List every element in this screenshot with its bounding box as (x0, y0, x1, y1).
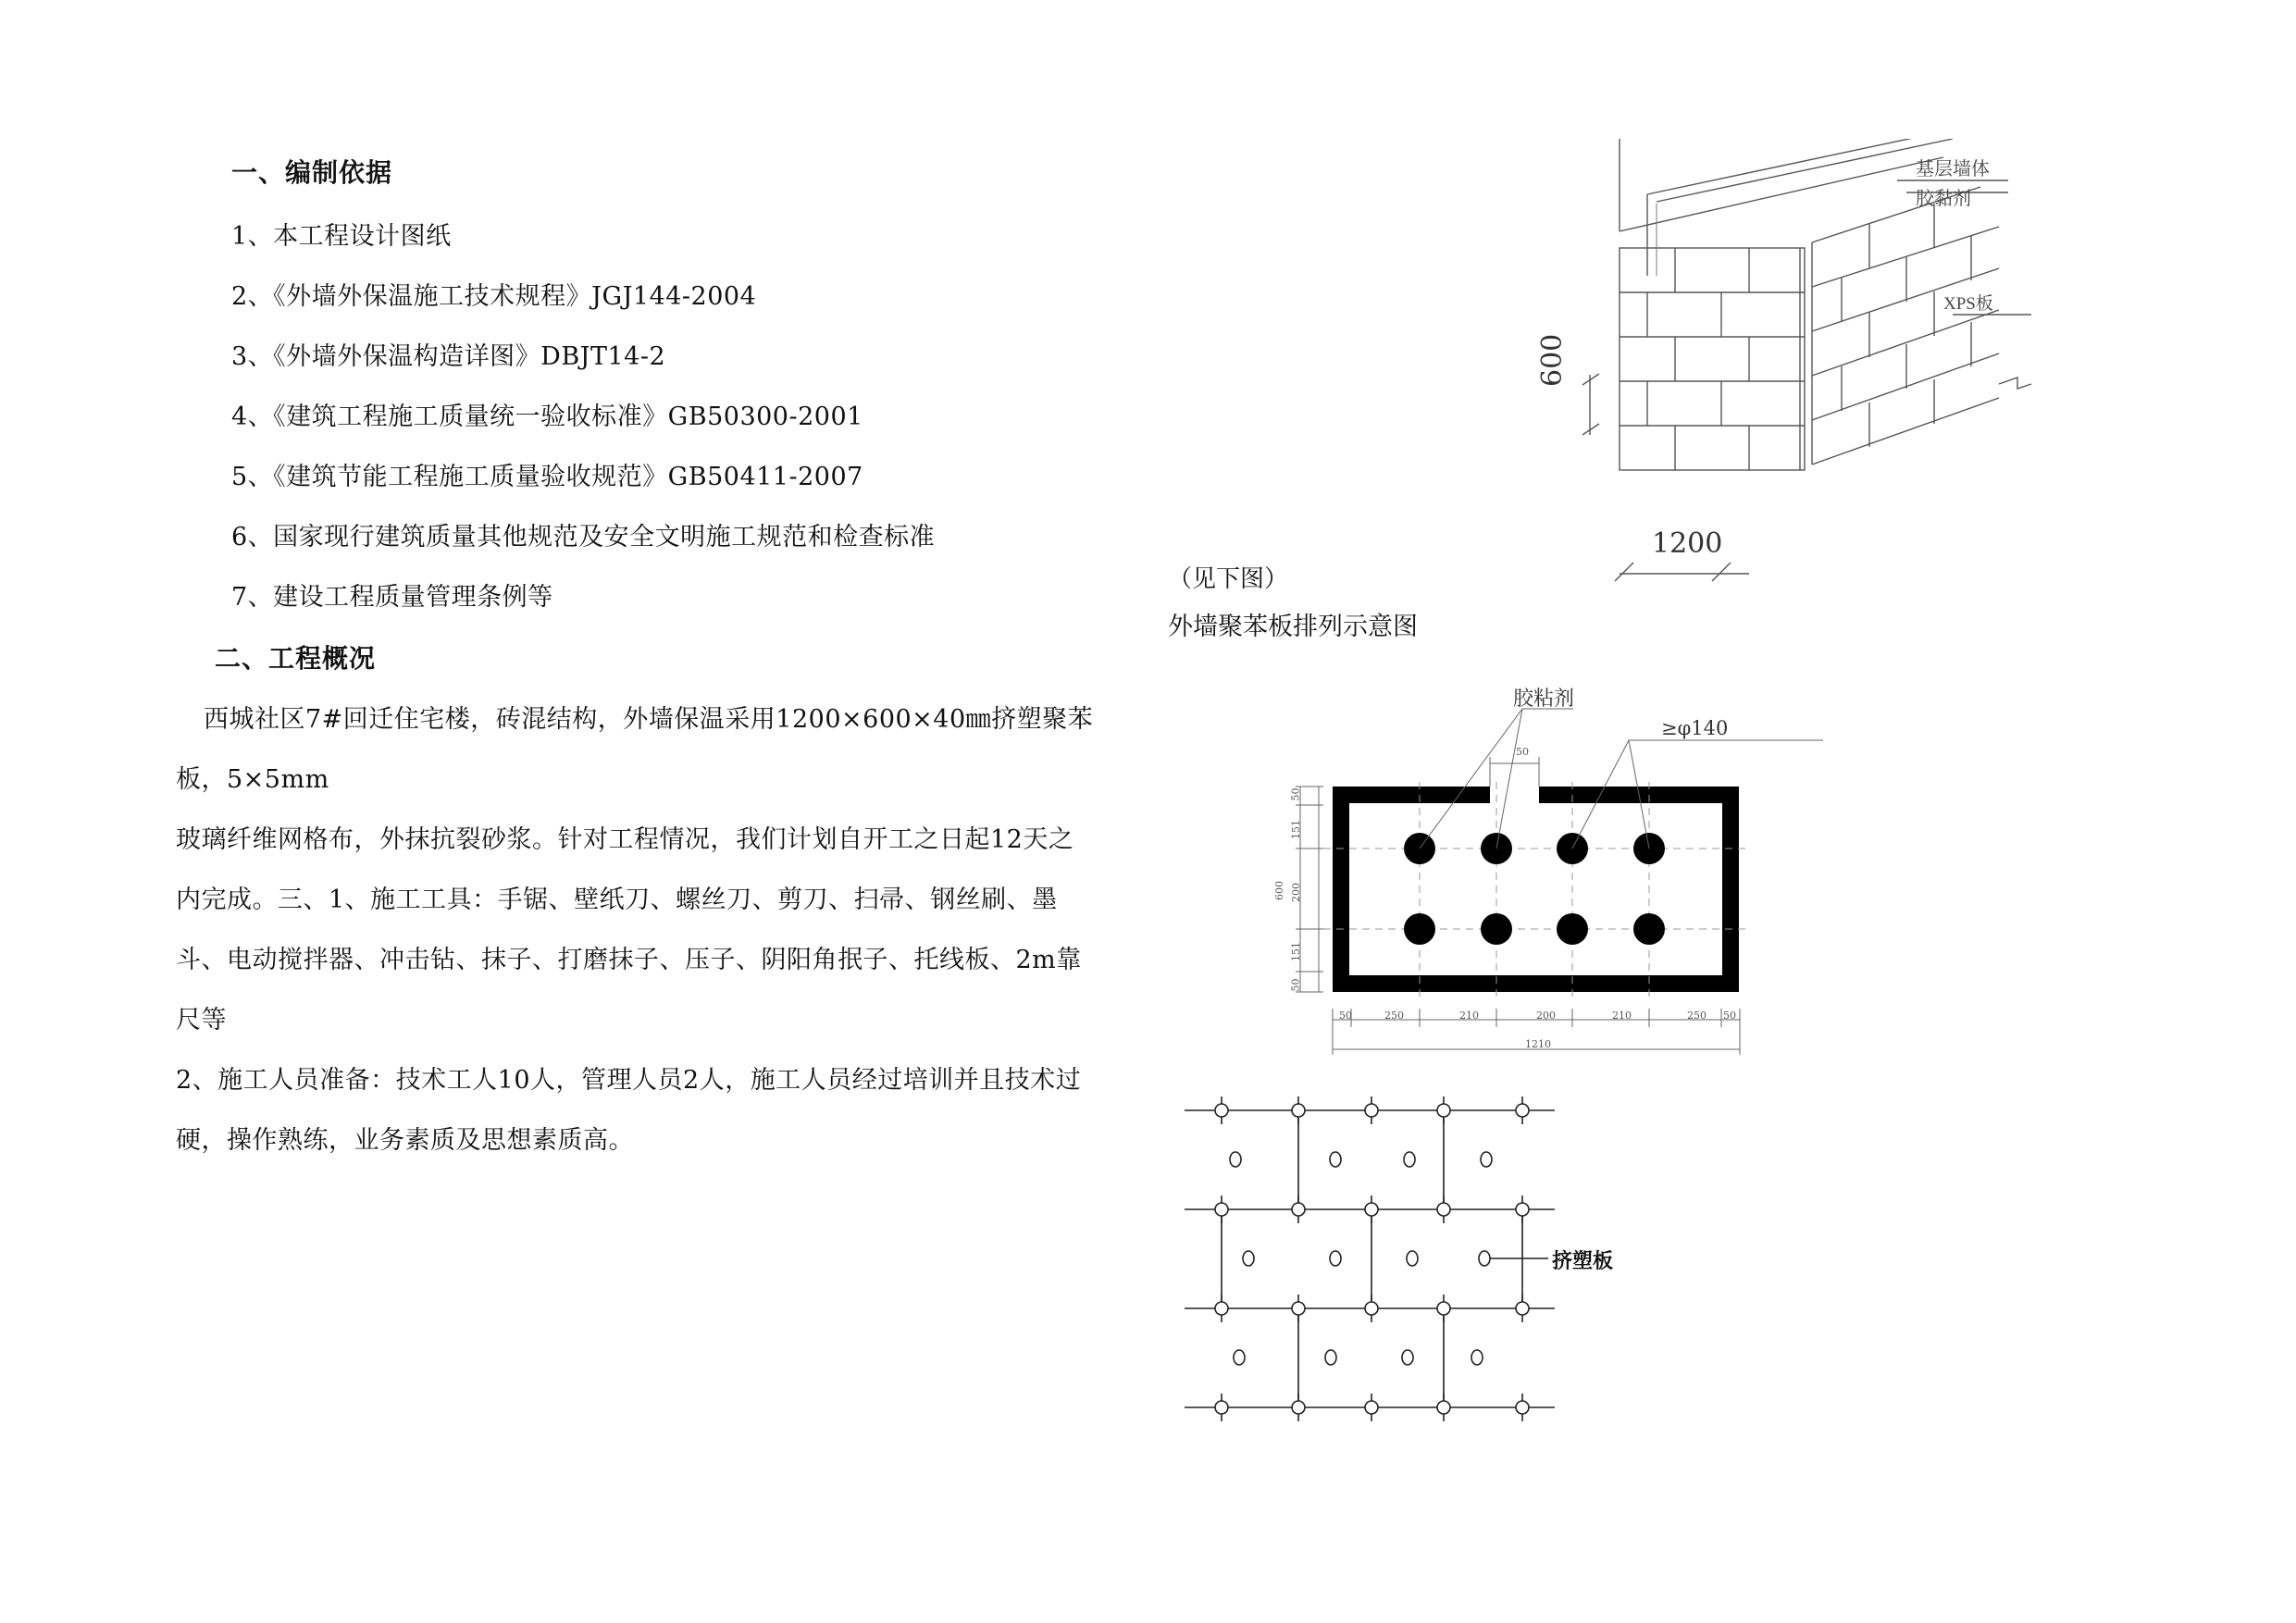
dim-h-total: 1210 (1525, 1038, 1551, 1050)
dim-v: 50 (1289, 978, 1302, 992)
basis-item: 7、建设工程质量管理条例等 (231, 583, 553, 612)
basis-item: 4、《建筑工程施工质量统一验收标准》GB50300-2001 (231, 403, 863, 431)
basis-item: 5、《建筑节能工程施工质量验收规范》GB50411-2007 (231, 463, 863, 491)
overview-line: 硬，操作熟练，业务素质及思想素质高。 (176, 1126, 634, 1155)
basis-item: 6、国家现行建筑质量其他规范及安全文明施工规范和检查标准 (231, 523, 936, 551)
overview-line: 斗、电动搅拌器、冲击钻、抹子、打磨抹子、压子、阴阳角抿子、托线板、2m靠 (176, 946, 1082, 974)
dim-h: 250 (1687, 1010, 1706, 1022)
dim-gap: 50 (1516, 746, 1529, 758)
board-layout-grid (1185, 1092, 1573, 1434)
dim-v: 151 (1290, 820, 1302, 839)
basis-item: 1、本工程设计图纸 (231, 222, 452, 251)
dim-height-600: 600 (1536, 333, 1569, 387)
label-xps: XPS板 (1943, 294, 1993, 314)
dim-h: 200 (1536, 1010, 1556, 1022)
dim-h: 210 (1459, 1010, 1479, 1022)
dim-v: 50 (1289, 787, 1302, 801)
overview-line: 尺等 (176, 1006, 227, 1035)
label-base-wall: 基层墙体 (1916, 157, 1990, 180)
dim-width-1200: 1200 (1652, 527, 1723, 560)
overview-line: 西城社区7#回迁住宅楼，砖混结构，外墙保温采用1200×600×40㎜挤塑聚苯 (204, 705, 1094, 734)
basis-item: 3、《外墙外保温构造详图》DBJT14-2 (231, 342, 666, 371)
board-adhesive-diagram (1268, 675, 1842, 1064)
label-extruded-board: 挤塑板 (1552, 1249, 1614, 1273)
heading-overview: 二、工程概况 (215, 643, 377, 674)
label-adhesive: 胶黏剂 (1916, 187, 1971, 209)
overview-line: 内完成。三、1、施工工具：手锯、壁纸刀、螺丝刀、剪刀、扫帚、钢丝刷、墨 (176, 886, 1058, 914)
diagram-caption: 外墙聚苯板排列示意图 (1168, 613, 1418, 641)
label-adhesive-dots: 胶粘剂 (1513, 688, 1575, 711)
dim-v: 151 (1290, 942, 1302, 961)
label-diameter: ≥φ140 (1661, 717, 1729, 739)
see-below-note: （见下图） (1168, 565, 1289, 593)
dim-h: 250 (1384, 1010, 1404, 1022)
overview-line: 2、施工人员准备：技术工人10人，管理人员2人，施工人员经过培训并且技术过 (176, 1066, 1082, 1095)
overview-line: 玻璃纤维网格布，外抹抗裂砂浆。针对工程情况，我们计划自开工之日起12天之 (176, 825, 1074, 854)
dim-v-total: 600 (1273, 881, 1285, 900)
overview-line: 板，5×5mm (176, 765, 329, 794)
basis-item: 2、《外墙外保温施工技术规程》JGJ144-2004 (231, 282, 757, 311)
dim-h: 50 (1339, 1010, 1352, 1022)
heading-basis: 一、编制依据 (231, 157, 393, 188)
dim-v: 200 (1290, 883, 1302, 902)
dim-h: 50 (1723, 1010, 1736, 1022)
dim-h: 210 (1612, 1010, 1632, 1022)
